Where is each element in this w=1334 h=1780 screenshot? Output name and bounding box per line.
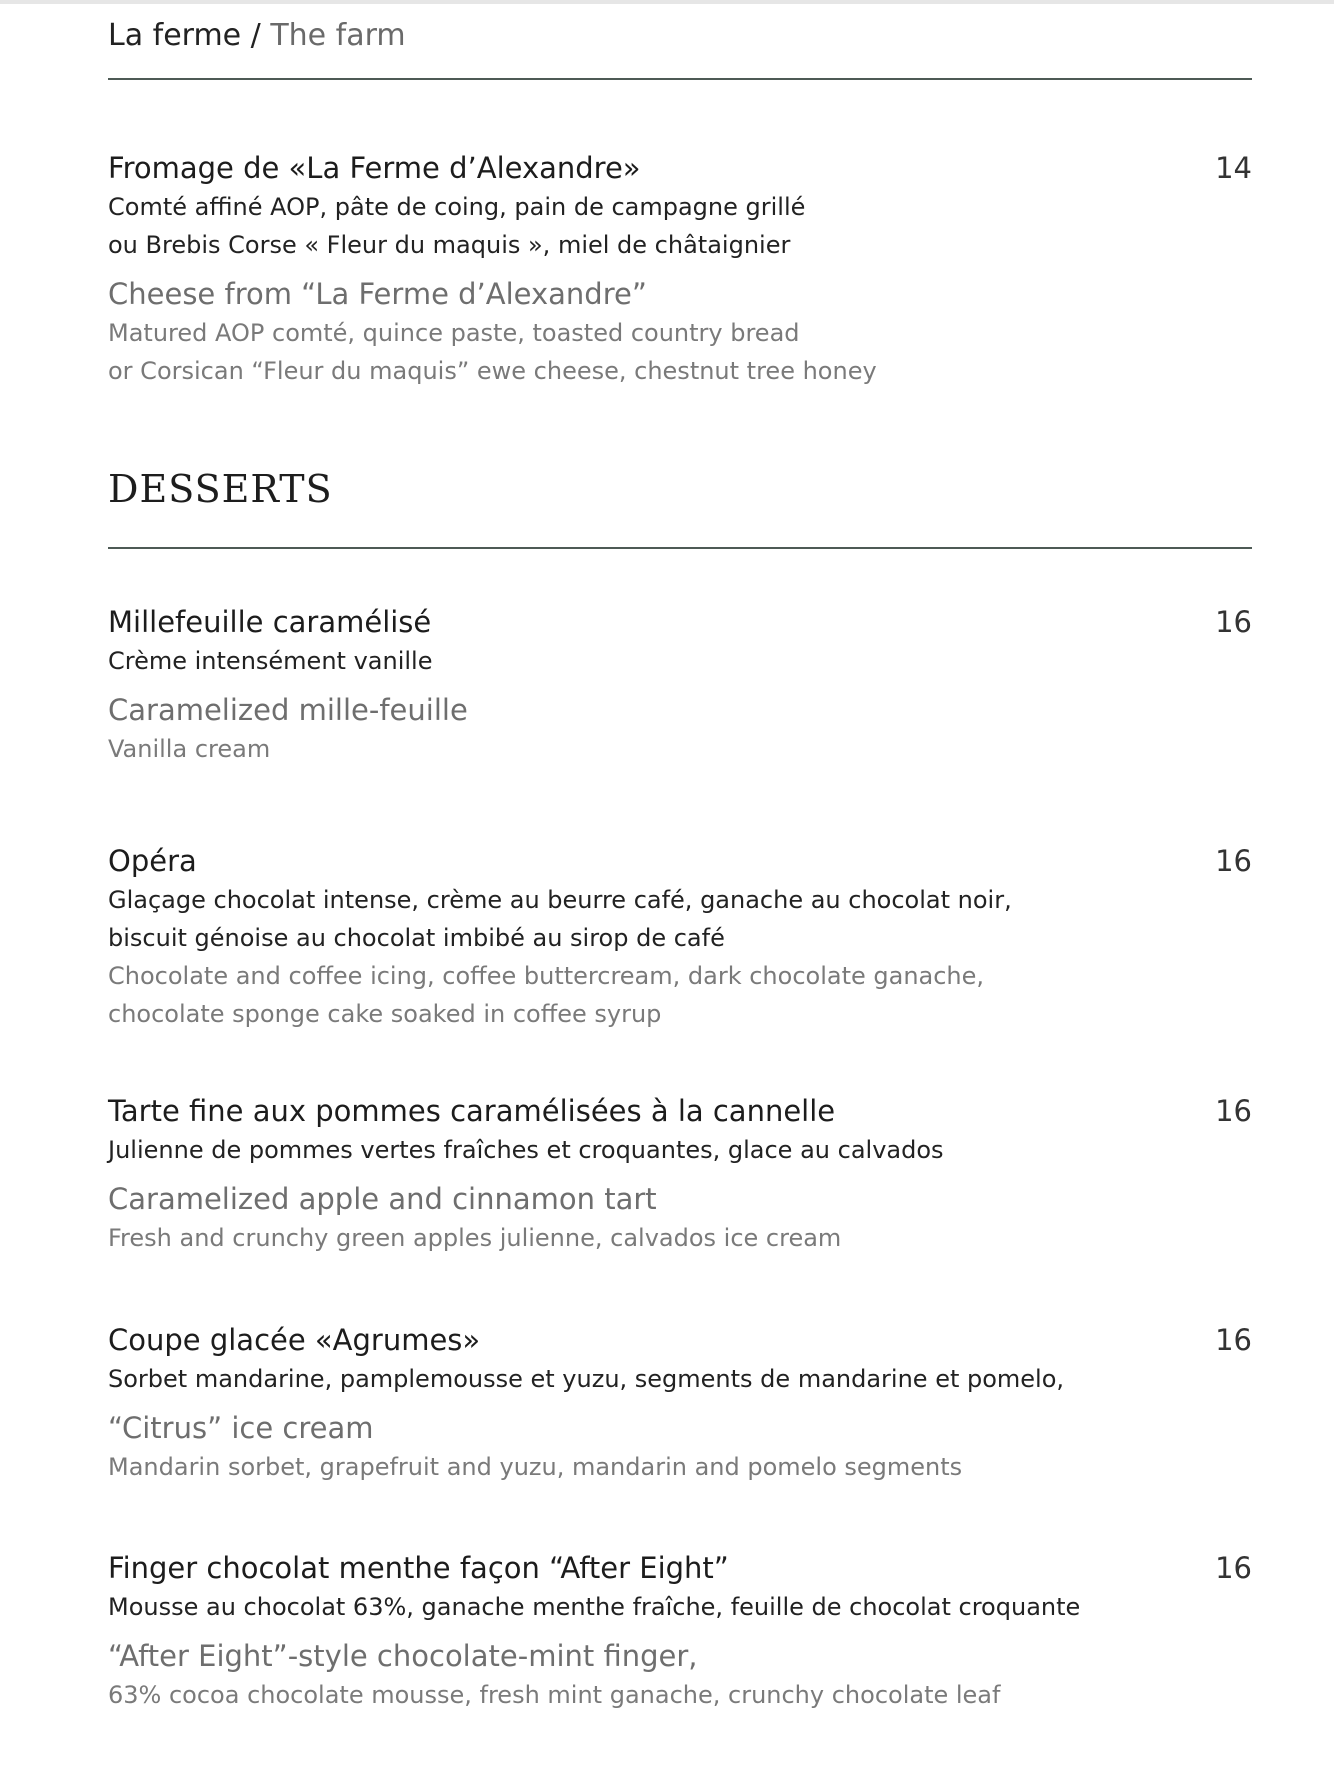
item-description-en: Mandarin sorbet, grapefruit and yuzu, mandarin and pomelo segments xyxy=(108,1453,963,1481)
menu-item-millefeuille xyxy=(108,602,1252,768)
item-name-en: Caramelized mille-feuille xyxy=(108,693,468,727)
section-divider xyxy=(108,78,1252,80)
top-border xyxy=(0,0,1334,4)
item-description-en: Chocolate and coffee icing, coffee buttercream, dark chocolate ganache, xyxy=(108,962,985,990)
item-name: Finger chocolat menthe façon “After Eight” xyxy=(108,1551,729,1585)
item-description: biscuit génoise au chocolat imbibé au sirop de café xyxy=(108,924,725,952)
item-name: Opéra xyxy=(108,844,197,878)
desserts-divider xyxy=(108,547,1252,549)
item-name: Tarte fine aux pommes caramélisées à la cannelle xyxy=(108,1094,836,1128)
item-price: 16 xyxy=(1215,1323,1252,1357)
item-name: Fromage de «La Ferme d’Alexandre» xyxy=(108,151,641,185)
menu-item-after-eight xyxy=(108,1548,1252,1714)
item-price: 16 xyxy=(1215,1551,1252,1585)
item-description-en: Fresh and crunchy green apples julienne, calvados ice cream xyxy=(108,1224,842,1252)
item-price: 16 xyxy=(1215,605,1252,639)
item-description-en: Vanilla cream xyxy=(108,735,271,763)
item-name: Millefeuille caramélisé xyxy=(108,605,432,639)
item-name-en: Cheese from “La Ferme d’Alexandre” xyxy=(108,277,647,311)
item-price: 16 xyxy=(1215,844,1252,878)
item-description: Comté affiné AOP, pâte de coing, pain de campagne grillé xyxy=(108,193,806,221)
menu-item-citrus-coupe xyxy=(108,1320,1252,1486)
item-name-en: “After Eight”-style chocolate-mint finger, xyxy=(108,1639,698,1673)
section-title-en: The farm xyxy=(270,18,406,53)
item-description: Crème intensément vanille xyxy=(108,647,433,675)
item-name: Coupe glacée «Agrumes» xyxy=(108,1323,481,1357)
item-name-en: Caramelized apple and cinnamon tart xyxy=(108,1182,657,1216)
menu-item-apple-tart xyxy=(108,1091,1252,1257)
section-title xyxy=(108,18,406,53)
item-name-en: “Citrus” ice cream xyxy=(108,1411,374,1445)
menu-item-opera xyxy=(108,841,1252,1033)
item-description-en: chocolate sponge cake soaked in coffee syrup xyxy=(108,1000,662,1028)
item-price: 16 xyxy=(1215,1094,1252,1128)
item-description: ou Brebis Corse « Fleur du maquis », miel de châtaignier xyxy=(108,231,791,259)
menu-item-cheese xyxy=(108,148,1252,390)
section-title-fr: La ferme xyxy=(108,18,242,53)
item-price: 14 xyxy=(1215,151,1252,185)
item-description-en: or Corsican “Fleur du maquis” ewe cheese, chestnut tree honey xyxy=(108,357,877,385)
section-title-separator: / xyxy=(241,18,271,53)
item-description: Julienne de pommes vertes fraîches et croquantes, glace au calvados xyxy=(108,1136,944,1164)
item-description: Glaçage chocolat intense, crème au beurre café, ganache au chocolat noir, xyxy=(108,886,1012,914)
item-description-en: 63% cocoa chocolate mousse, fresh mint ganache, crunchy chocolate leaf xyxy=(108,1681,1001,1709)
item-description: Sorbet mandarine, pamplemousse et yuzu, segments de mandarine et pomelo, xyxy=(108,1365,1065,1393)
desserts-heading: DESSERTS xyxy=(108,467,333,511)
item-description-en: Matured AOP comté, quince paste, toasted country bread xyxy=(108,319,800,347)
item-description: Mousse au chocolat 63%, ganache menthe fraîche, feuille de chocolat croquante xyxy=(108,1593,1081,1621)
